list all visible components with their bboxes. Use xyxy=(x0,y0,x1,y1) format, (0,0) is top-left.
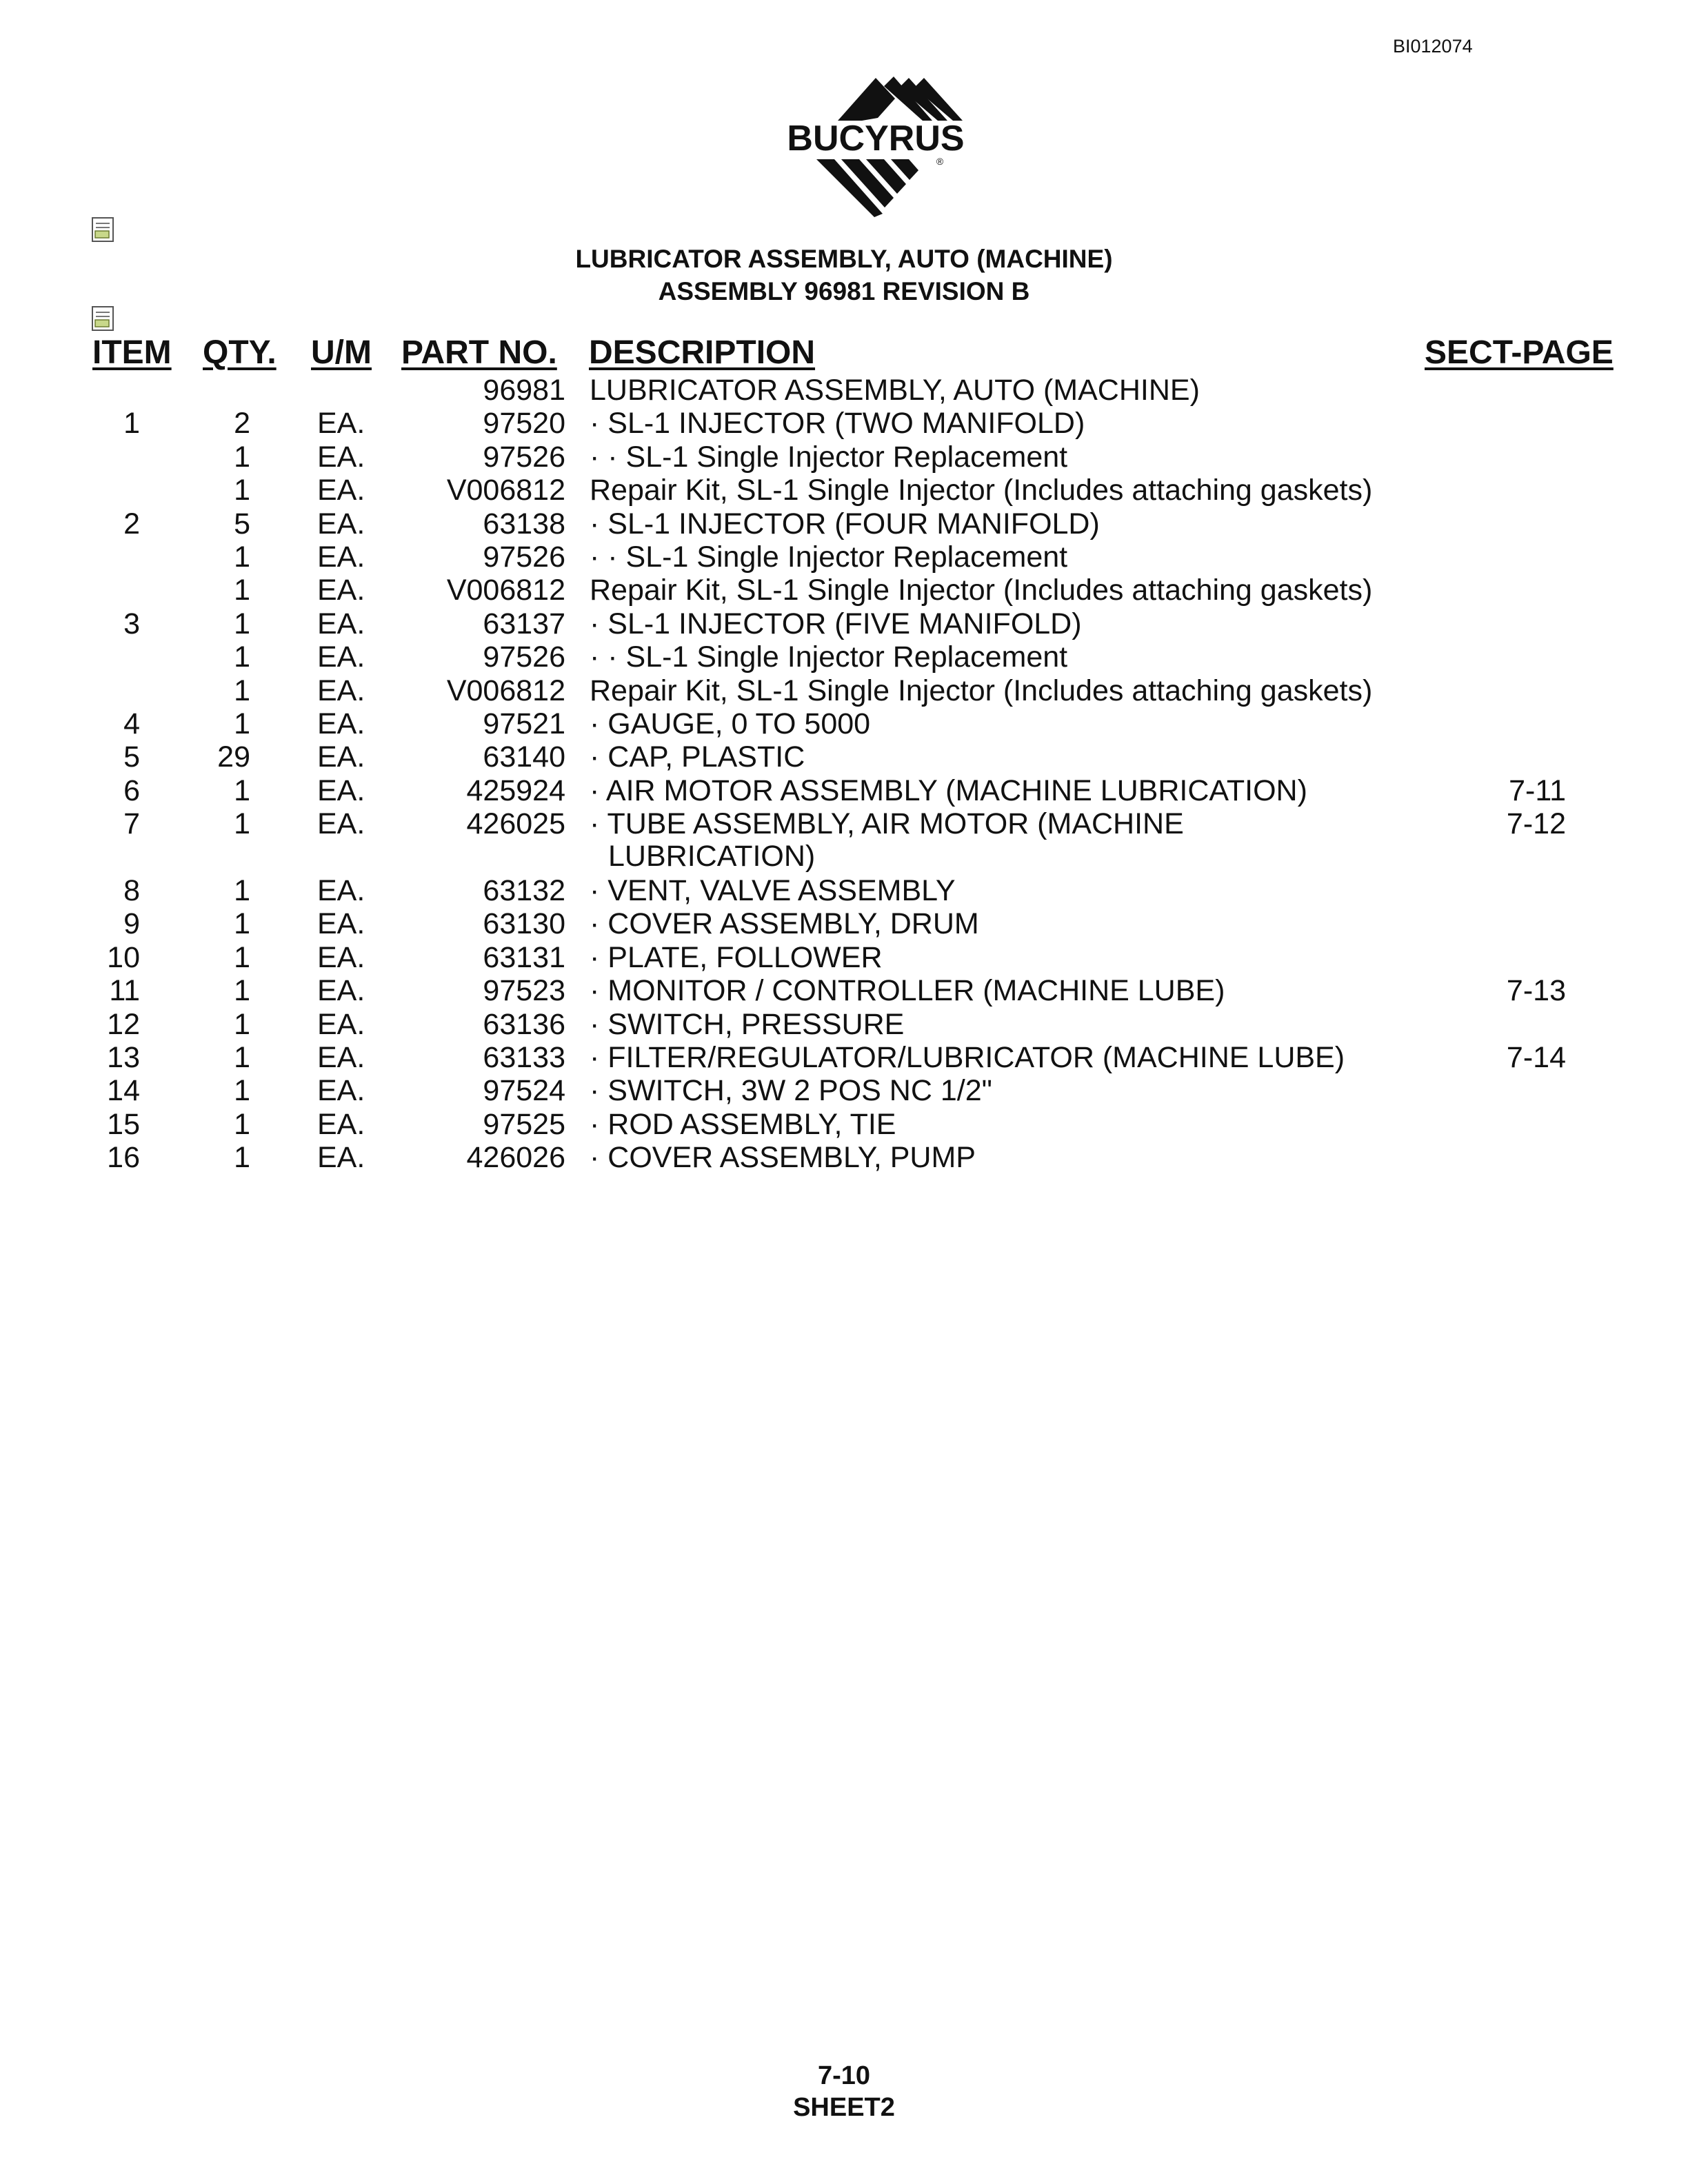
table-row xyxy=(0,540,1688,574)
table-row xyxy=(0,807,1688,841)
description-cell: · TUBE ASSEMBLY, AIR MOTOR (MACHINE xyxy=(590,807,1184,841)
sect-page-cell: 7-14 xyxy=(1506,1041,1566,1074)
document-id: BI012074 xyxy=(1393,36,1473,57)
column-header-description: DESCRIPTION xyxy=(589,334,816,371)
column-header-part-no: PART NO. xyxy=(401,334,557,371)
item-number-cell: 11 xyxy=(109,974,140,1008)
quantity-cell: 1 xyxy=(234,1041,250,1074)
table-row xyxy=(0,1074,1688,1108)
description-cell: · VENT, VALVE ASSEMBLY xyxy=(590,874,956,907)
table-row xyxy=(0,774,1688,808)
item-number-cell: 2 xyxy=(123,507,140,540)
description-cell: · PLATE, FOLLOWER xyxy=(590,940,883,974)
item-number-cell: 1 xyxy=(123,407,140,441)
page-subtitle: ASSEMBLY 96981 REVISION B xyxy=(658,277,1030,305)
table-row xyxy=(0,474,1688,507)
quantity-cell: 1 xyxy=(234,1107,250,1141)
unit-cell: EA. xyxy=(317,774,365,807)
description-cell: · SWITCH, 3W 2 POS NC 1/2" xyxy=(590,1074,992,1108)
unit-cell: EA. xyxy=(317,740,365,774)
item-number-cell: 15 xyxy=(107,1107,140,1141)
table-row xyxy=(0,841,1688,875)
quantity-cell: 1 xyxy=(234,707,250,740)
part-number-cell: 63140 xyxy=(483,740,565,774)
part-number-cell: V006812 xyxy=(446,674,565,707)
table-row xyxy=(0,1041,1688,1075)
quantity-cell: 1 xyxy=(234,974,250,1008)
table-row xyxy=(0,507,1688,541)
table-row xyxy=(0,1008,1688,1042)
page-title: LUBRICATOR ASSEMBLY, AUTO (MACHINE) xyxy=(575,245,1113,273)
table-row xyxy=(0,374,1688,407)
quantity-cell: 1 xyxy=(234,1141,250,1175)
quantity-cell: 1 xyxy=(234,574,250,607)
description-cell: · FILTER/REGULATOR/LUBRICATOR (MACHINE LUBE) xyxy=(590,1041,1345,1074)
part-number-cell: 96981 xyxy=(483,374,565,407)
description-cell: · SL-1 INJECTOR (TWO MANIFOLD) xyxy=(590,407,1085,441)
unit-cell: EA. xyxy=(317,907,365,941)
part-number-cell: 63136 xyxy=(483,1007,565,1041)
table-row xyxy=(0,907,1688,941)
item-number-cell: 13 xyxy=(107,1041,140,1074)
unit-cell: EA. xyxy=(317,707,365,740)
description-cell: · · SL-1 Single Injector Replacement xyxy=(590,640,1068,674)
unit-cell: EA. xyxy=(317,440,365,474)
quantity-cell: 1 xyxy=(234,607,250,640)
quantity-cell: 1 xyxy=(234,874,250,907)
part-number-cell: 97526 xyxy=(483,640,565,674)
item-number-cell: 16 xyxy=(107,1141,140,1175)
quantity-cell: 2 xyxy=(234,407,250,441)
page-number: 7-10 xyxy=(817,2061,871,2090)
unit-cell: EA. xyxy=(317,507,365,540)
quantity-cell: 1 xyxy=(234,440,250,474)
description-cell: Repair Kit, SL-1 Single Injector (Includes attaching gaskets) xyxy=(590,574,1373,607)
sect-page-cell: 7-11 xyxy=(1509,774,1566,807)
part-number-cell: 63130 xyxy=(483,907,565,941)
sect-page-cell: 7-13 xyxy=(1506,974,1566,1008)
quantity-cell: 1 xyxy=(234,907,250,941)
column-header-qty: QTY. xyxy=(203,334,277,371)
description-cell: · AIR MOTOR ASSEMBLY (MACHINE LUBRICATION) xyxy=(590,774,1307,807)
unit-cell: EA. xyxy=(317,1107,365,1141)
quantity-cell: 1 xyxy=(234,674,250,707)
unit-cell: EA. xyxy=(317,474,365,507)
quantity-cell: 1 xyxy=(234,540,250,574)
unit-cell: EA. xyxy=(317,574,365,607)
part-number-cell: 97526 xyxy=(483,440,565,474)
sect-page-cell: 7-12 xyxy=(1506,807,1566,841)
item-number-cell: 9 xyxy=(123,907,140,941)
description-continuation: LUBRICATION) xyxy=(608,840,816,873)
table-row xyxy=(0,740,1688,774)
part-number-cell: V006812 xyxy=(446,574,565,607)
description-cell: · · SL-1 Single Injector Replacement xyxy=(590,440,1068,474)
part-number-cell: 63132 xyxy=(483,874,565,907)
unit-cell: EA. xyxy=(317,407,365,441)
part-number-cell: V006812 xyxy=(446,474,565,507)
unit-cell: EA. xyxy=(317,1141,365,1175)
part-number-cell: 425924 xyxy=(466,774,565,807)
logo-wordmark: BUCYRUS xyxy=(787,119,965,159)
description-cell: · MONITOR / CONTROLLER (MACHINE LUBE) xyxy=(590,974,1225,1008)
unit-cell: EA. xyxy=(317,974,365,1008)
description-cell: · CAP, PLASTIC xyxy=(590,740,805,774)
part-number-cell: 63138 xyxy=(483,507,565,540)
unit-cell: EA. xyxy=(317,1041,365,1074)
item-number-cell: 4 xyxy=(123,707,140,740)
table-row xyxy=(0,974,1688,1008)
item-number-cell: 12 xyxy=(107,1007,140,1041)
quantity-cell: 1 xyxy=(234,940,250,974)
description-cell: · ROD ASSEMBLY, TIE xyxy=(590,1107,896,1141)
column-header-um: U/M xyxy=(311,334,372,371)
unit-cell: EA. xyxy=(317,874,365,907)
quantity-cell: 1 xyxy=(234,774,250,807)
quantity-cell: 1 xyxy=(234,474,250,507)
unit-cell: EA. xyxy=(317,607,365,640)
description-cell: · COVER ASSEMBLY, DRUM xyxy=(590,907,979,941)
unit-cell: EA. xyxy=(317,540,365,574)
quantity-cell: 1 xyxy=(234,1007,250,1041)
quantity-cell: 29 xyxy=(217,740,250,774)
part-number-cell: 63137 xyxy=(483,607,565,640)
unit-cell: EA. xyxy=(317,807,365,841)
column-header-sect-page: SECT-PAGE xyxy=(1425,334,1614,371)
part-number-cell: 97520 xyxy=(483,407,565,441)
unit-cell: EA. xyxy=(317,1007,365,1041)
item-number-cell: 8 xyxy=(123,874,140,907)
part-number-cell: 426026 xyxy=(466,1141,565,1175)
part-number-cell: 97526 xyxy=(483,540,565,574)
quantity-cell: 1 xyxy=(234,1074,250,1108)
description-cell: · · SL-1 Single Injector Replacement xyxy=(590,540,1068,574)
description-cell: · SL-1 INJECTOR (FOUR MANIFOLD) xyxy=(590,507,1100,540)
part-number-cell: 97525 xyxy=(483,1107,565,1141)
table-row xyxy=(0,707,1688,741)
part-number-cell: 63133 xyxy=(483,1041,565,1074)
part-number-cell: 97521 xyxy=(483,707,565,740)
table-row xyxy=(0,674,1688,708)
table-row xyxy=(0,640,1688,674)
description-cell: Repair Kit, SL-1 Single Injector (Includes attaching gaskets) xyxy=(590,674,1373,707)
quantity-cell: 1 xyxy=(234,807,250,841)
part-number-cell: 97524 xyxy=(483,1074,565,1108)
description-cell: · COVER ASSEMBLY, PUMP xyxy=(590,1141,976,1175)
table-row xyxy=(0,407,1688,441)
description-cell: · GAUGE, 0 TO 5000 xyxy=(590,707,871,740)
item-number-cell: 10 xyxy=(107,940,140,974)
document-note-icon[interactable] xyxy=(91,216,116,244)
unit-cell: EA. xyxy=(317,940,365,974)
table-row xyxy=(0,874,1688,908)
quantity-cell: 5 xyxy=(234,507,250,540)
item-number-cell: 5 xyxy=(123,740,140,774)
part-number-cell: 426025 xyxy=(466,807,565,841)
quantity-cell: 1 xyxy=(234,640,250,674)
description-cell: · SWITCH, PRESSURE xyxy=(590,1007,905,1041)
bucyrus-logo xyxy=(758,72,993,221)
description-cell: LUBRICATOR ASSEMBLY, AUTO (MACHINE) xyxy=(590,374,1200,407)
registered-mark: ® xyxy=(936,156,944,167)
item-number-cell: 3 xyxy=(123,607,140,640)
table-row xyxy=(0,1108,1688,1142)
part-number-cell: 97523 xyxy=(483,974,565,1008)
item-number-cell: 7 xyxy=(123,807,140,841)
item-number-cell: 6 xyxy=(123,774,140,807)
table-row xyxy=(0,941,1688,975)
table-row xyxy=(0,1141,1688,1175)
description-cell: · SL-1 INJECTOR (FIVE MANIFOLD) xyxy=(590,607,1082,640)
description-cell: Repair Kit, SL-1 Single Injector (Includes attaching gaskets) xyxy=(590,474,1373,507)
table-row xyxy=(0,607,1688,641)
sheet-label: SHEET2 xyxy=(793,2093,895,2122)
table-row xyxy=(0,574,1688,607)
unit-cell: EA. xyxy=(317,674,365,707)
document-note-icon[interactable] xyxy=(91,305,116,333)
unit-cell: EA. xyxy=(317,1074,365,1108)
table-row xyxy=(0,441,1688,474)
column-header-item: ITEM xyxy=(92,334,172,371)
unit-cell: EA. xyxy=(317,640,365,674)
part-number-cell: 63131 xyxy=(483,940,565,974)
item-number-cell: 14 xyxy=(107,1074,140,1108)
